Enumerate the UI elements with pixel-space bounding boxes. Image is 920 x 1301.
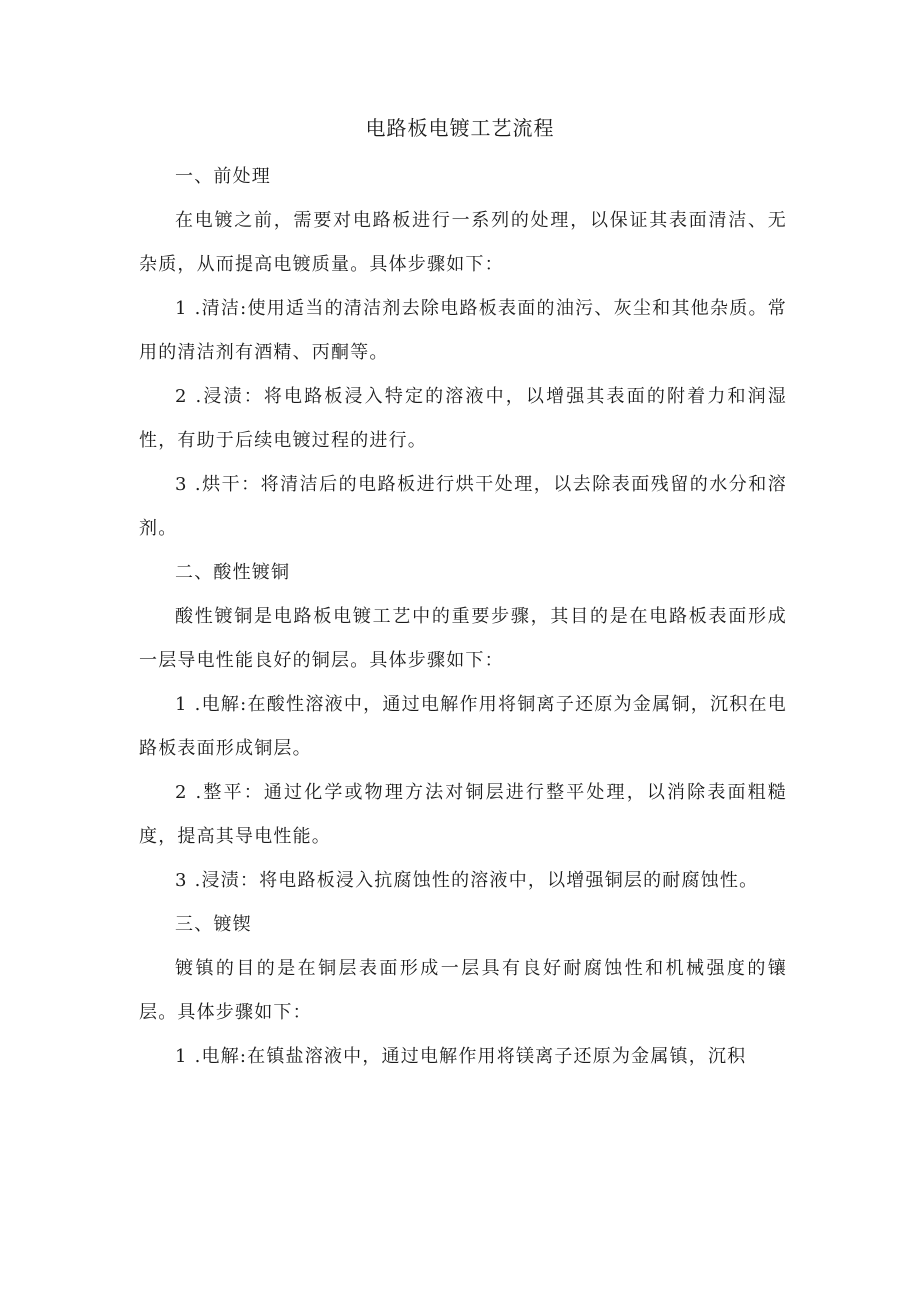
step-item: 3 .浸渍：将电路板浸入抗腐蚀性的溶液中，以增强铜层的耐腐蚀性。 [175,870,759,891]
section-intro: 在电镀之前，需要对电路板进行一系列的处理，以保证其表面清洁、无杂质，从而提高电镀质量。具体步骤如下： [139,210,787,275]
step-item: 2 .整平：通过化学或物理方法对铜层进行整平处理，以消除表面粗糙度，提高其导电性能。 [139,782,787,847]
section-heading: 三、镀锲 [175,914,252,935]
step-item: 1 .电解:在酸性溶液中，通过电解作用将铜离子还原为金属铜，沉积在电路板表面形成铜层。 [139,694,787,759]
step-item: 3 .烘干：将清洁后的电路板进行烘干处理，以去除表面残留的水分和溶剂。 [139,474,787,539]
step-item: 1 .电解:在镇盐溶液中，通过电解作用将镁离子还原为金属镇，沉积 [175,1046,747,1067]
section-intro: 酸性镀铜是电路板电镀工艺中的重要步骤，其目的是在电路板表面形成一层导电性能良好的铜层。具体步骤如下： [139,606,787,671]
section-heading: 一、前处理 [175,166,271,187]
document-title: 电路板电镀工艺流程 [365,116,555,140]
step-item: 2 .浸渍：将电路板浸入特定的溶液中，以增强其表面的附着力和润湿性，有助于后续电镀过程的进行。 [139,386,787,451]
document-body [139,155,787,1079]
section-heading: 二、酸性镀铜 [175,562,291,583]
step-item: 1 .清洁:使用适当的清洁剂去除电路板表面的油污、灰尘和其他杂质。常用的清洁剂有酒精、丙酮等。 [139,298,787,363]
section-intro: 镀镇的目的是在铜层表面形成一层具有良好耐腐蚀性和机械强度的镶层。具体步骤如下： [139,958,787,1023]
